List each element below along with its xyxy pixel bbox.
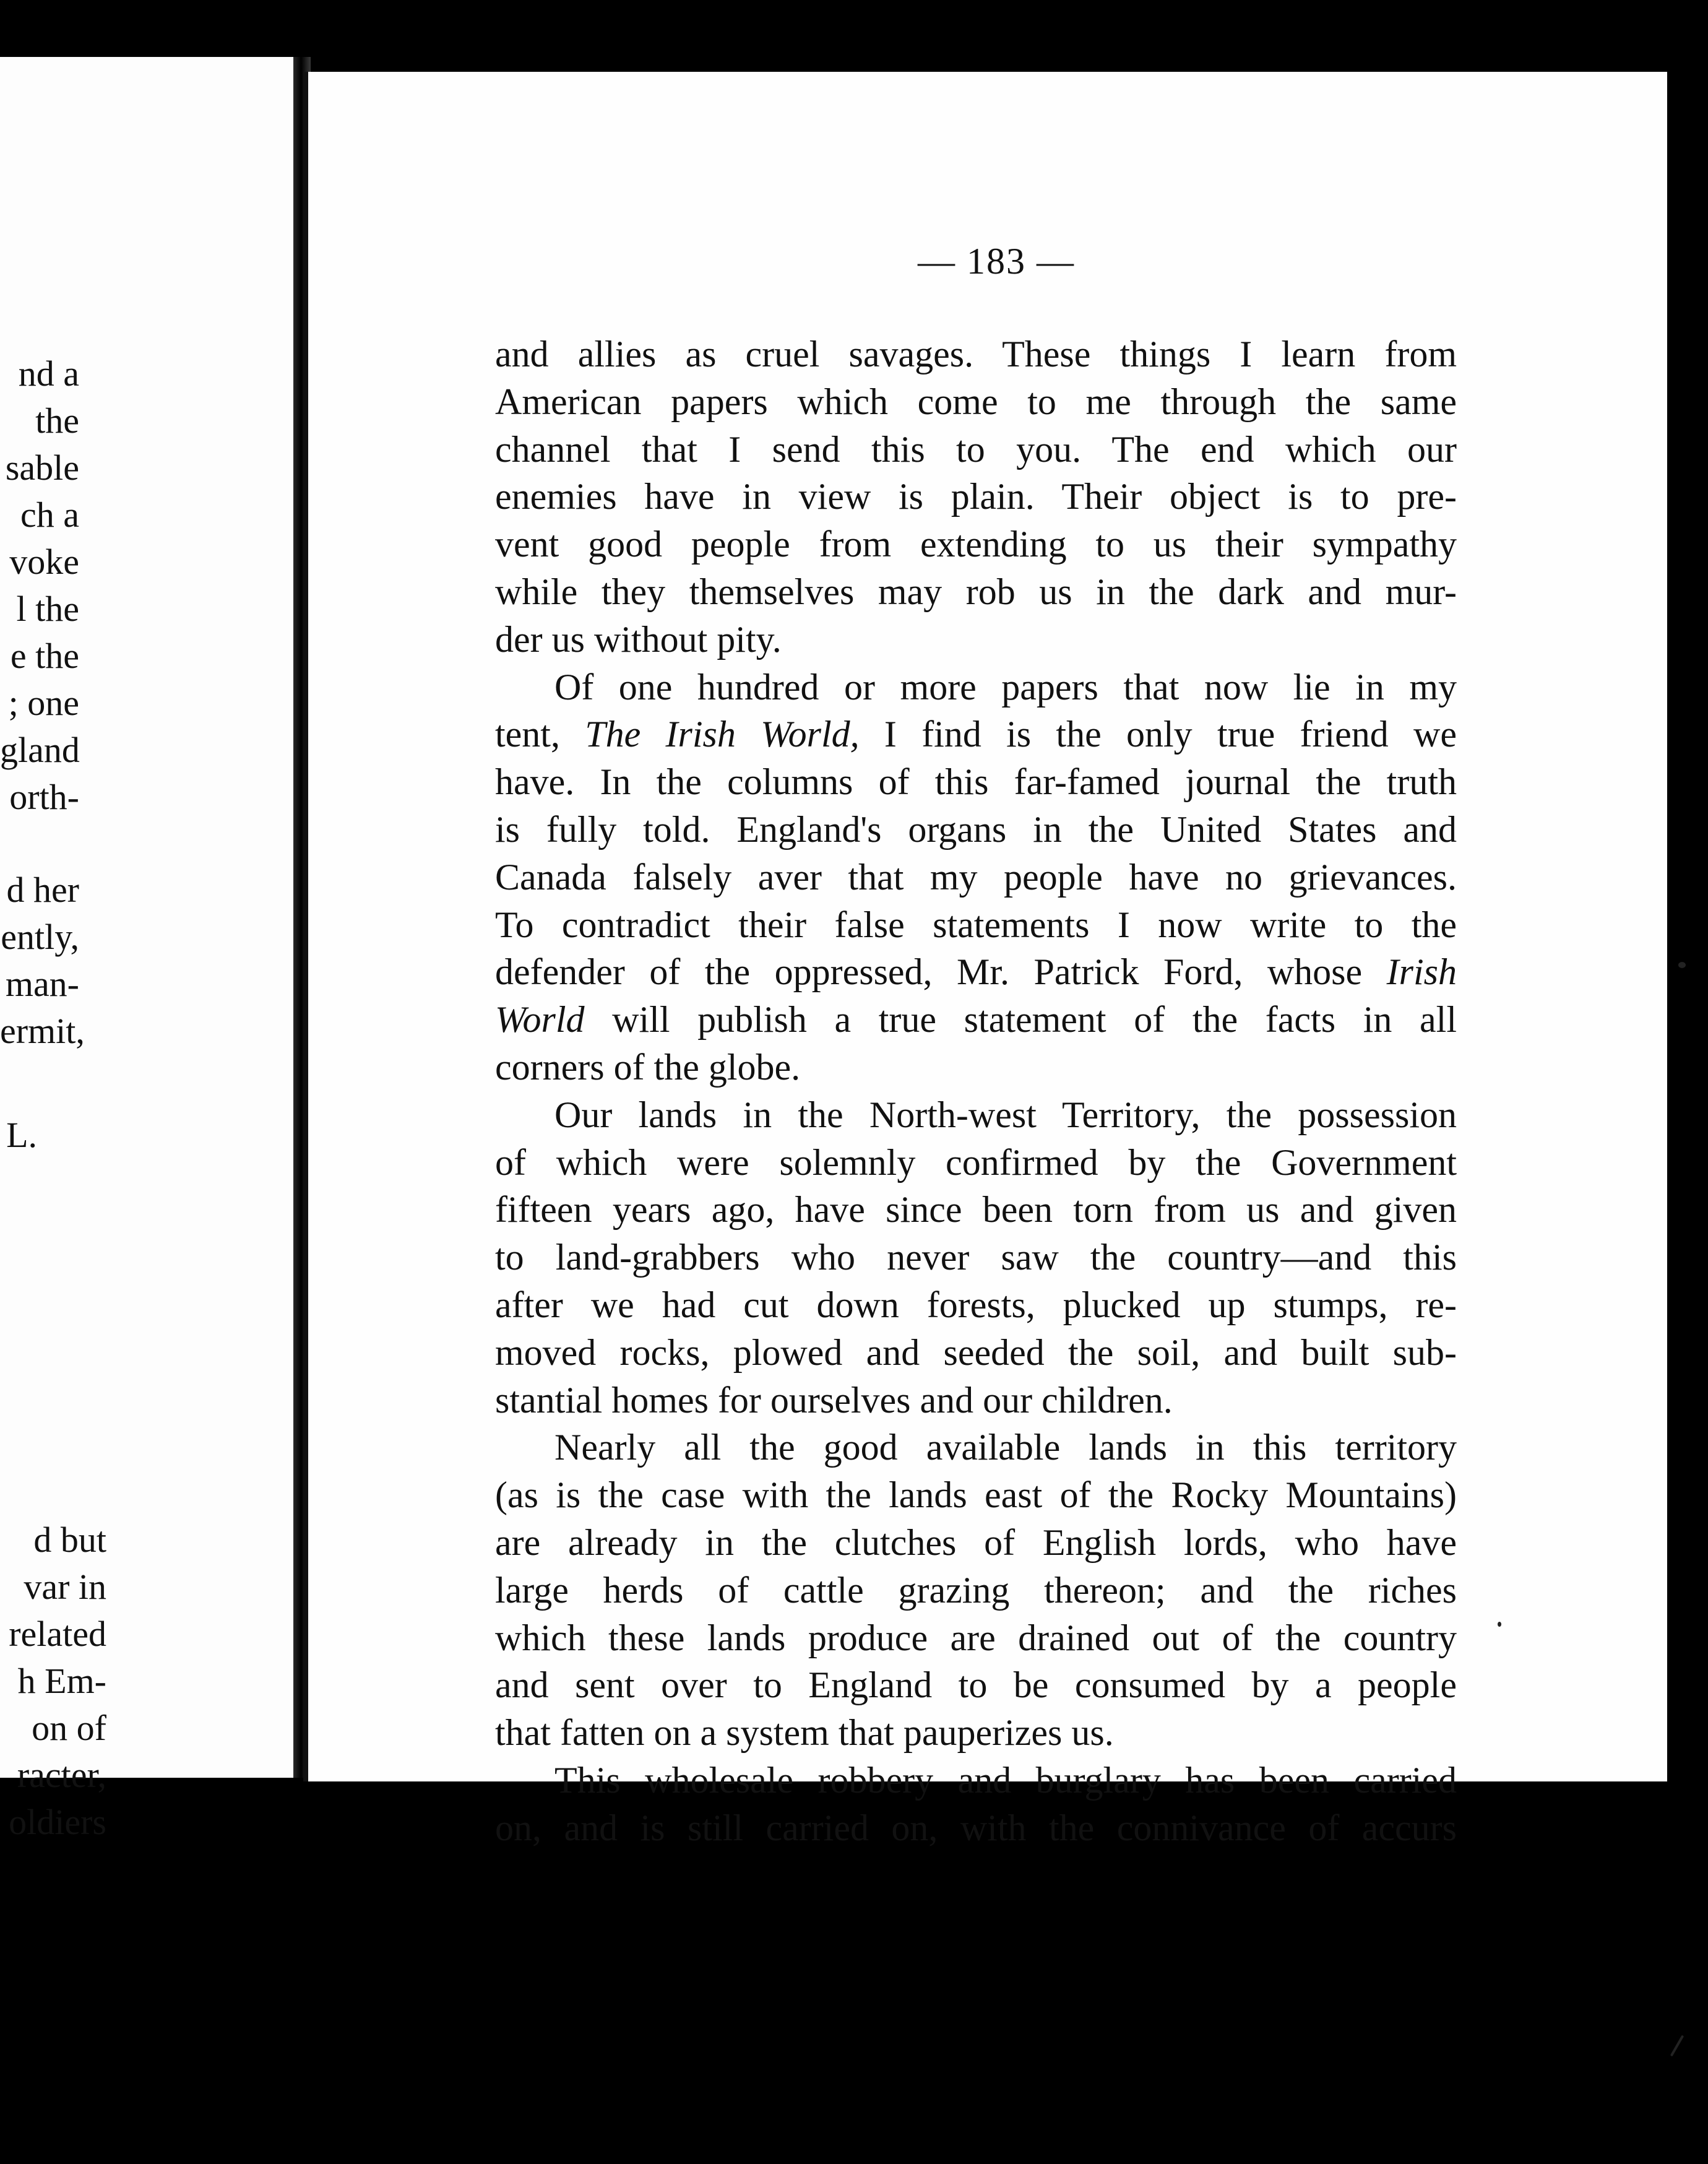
text-line: of which were solemnly confirmed by the Government [495,1141,1457,1183]
text-line: enemies have in view is plain. Their object is to pre- [495,476,1457,517]
left-page-line-fragment: sable [5,448,79,488]
text-line: to land-grabbers who never saw the country—and this [495,1237,1457,1278]
text-line: on, and is still carried on, with the connivance of accurs [495,1807,1457,1848]
text-line: and sent over to England to be consumed by a people [495,1664,1457,1706]
text-line: Our lands in the North-west Territory, the possession [554,1094,1457,1135]
left-page-line-fragment: nd a [18,353,79,394]
text-line: that fatten on a system that pauperizes us. [495,1712,1114,1754]
text-line: have. In the columns of this far-famed journal the truth [495,761,1457,803]
left-page-line-fragment: orth- [9,777,79,817]
text-line: Nearly all the good available lands in this territory [554,1427,1457,1468]
text-line [495,711,1457,758]
text-line: To contradict their false statements I now write to the [495,904,1457,945]
text-line: Of one hundred or more papers that now lie in my [554,666,1457,708]
left-page-line-fragment: voke [9,542,79,582]
text-line: are already in the clutches of English lords, who have [495,1521,1457,1563]
text-line: while they themselves may rob us in the dark and mur- [495,571,1457,612]
text-line: Canada falsely aver that my people have no grievances. [495,856,1457,898]
left-page-line-fragment: ch a [20,495,79,535]
italic-title: Irish [1386,951,1457,993]
left-page-line-fragment: e the [10,636,79,676]
left-page-line-fragment: h Em- [17,1661,106,1701]
left-page-line-fragment: L. [6,1115,37,1155]
left-page-line-fragment: on of [32,1708,106,1748]
text-line: stantial homes for ourselves and our children. [495,1379,1173,1421]
left-page-line-fragment: ; one [8,683,79,723]
text-line: which these lands produce are drained out of the country [495,1617,1457,1658]
text-line: der us without pity. [495,618,782,660]
italic-title: World [495,999,585,1041]
left-page-line-fragment: d her [6,870,79,910]
text-line: large herds of cattle grazing thereon; and the riches [495,1569,1457,1611]
left-page-line-fragment: d but [33,1520,106,1560]
text-line: corners of the globe. [495,1046,801,1088]
left-page-line-fragment: man- [5,964,79,1004]
text-segment: tent, [495,714,585,755]
text-line: and allies as cruel savages. These things I learn from [495,334,1457,374]
left-page-line-fragment: ently, [1,917,79,957]
text-line: American papers which come to me through the same [495,381,1457,422]
left-page-line-fragment: l the [16,589,79,629]
text-line: moved rocks, plowed and seeded the soil, and built sub- [495,1331,1457,1373]
text-segment: I find is the only true friend we [859,714,1457,755]
text-line: fifteen years ago, have since been torn from us and given [495,1189,1457,1231]
text-line: after we had cut down forests, plucked up stumps, re- [495,1284,1457,1325]
left-page-line-fragment: ermit, [0,1011,85,1051]
left-page-line-fragment: related [9,1614,106,1654]
left-page-line-fragment: gland [0,730,80,770]
page-number: — 183 — [918,241,1075,282]
text-segment: defender of the oppressed, Mr. Patrick Ford, whose [495,951,1387,993]
italic-title: The Irish World, [585,714,860,755]
text-line: is fully told. England's organs in the United States and [495,808,1457,850]
text-line [495,996,1457,1044]
body-text [495,331,1457,1852]
left-page-line-fragment: the [35,400,79,441]
text-line [495,948,1457,996]
text-line: vent good people from extending to us their sympathy [495,524,1457,565]
left-page-line-fragment: oldiers [9,1802,106,1842]
left-page-line-fragment: var in [24,1567,106,1607]
text-line: (as is the case with the lands east of the Rocky Mountains) [495,1474,1457,1516]
text-line: channel that I send this to you. The end which our [495,428,1457,470]
text-segment: will publish a true statement of the facts in all [584,999,1457,1041]
left-page-line-fragment: racter, [17,1755,106,1795]
text-line: This wholesale robbery and burglary has been carried [554,1759,1457,1801]
